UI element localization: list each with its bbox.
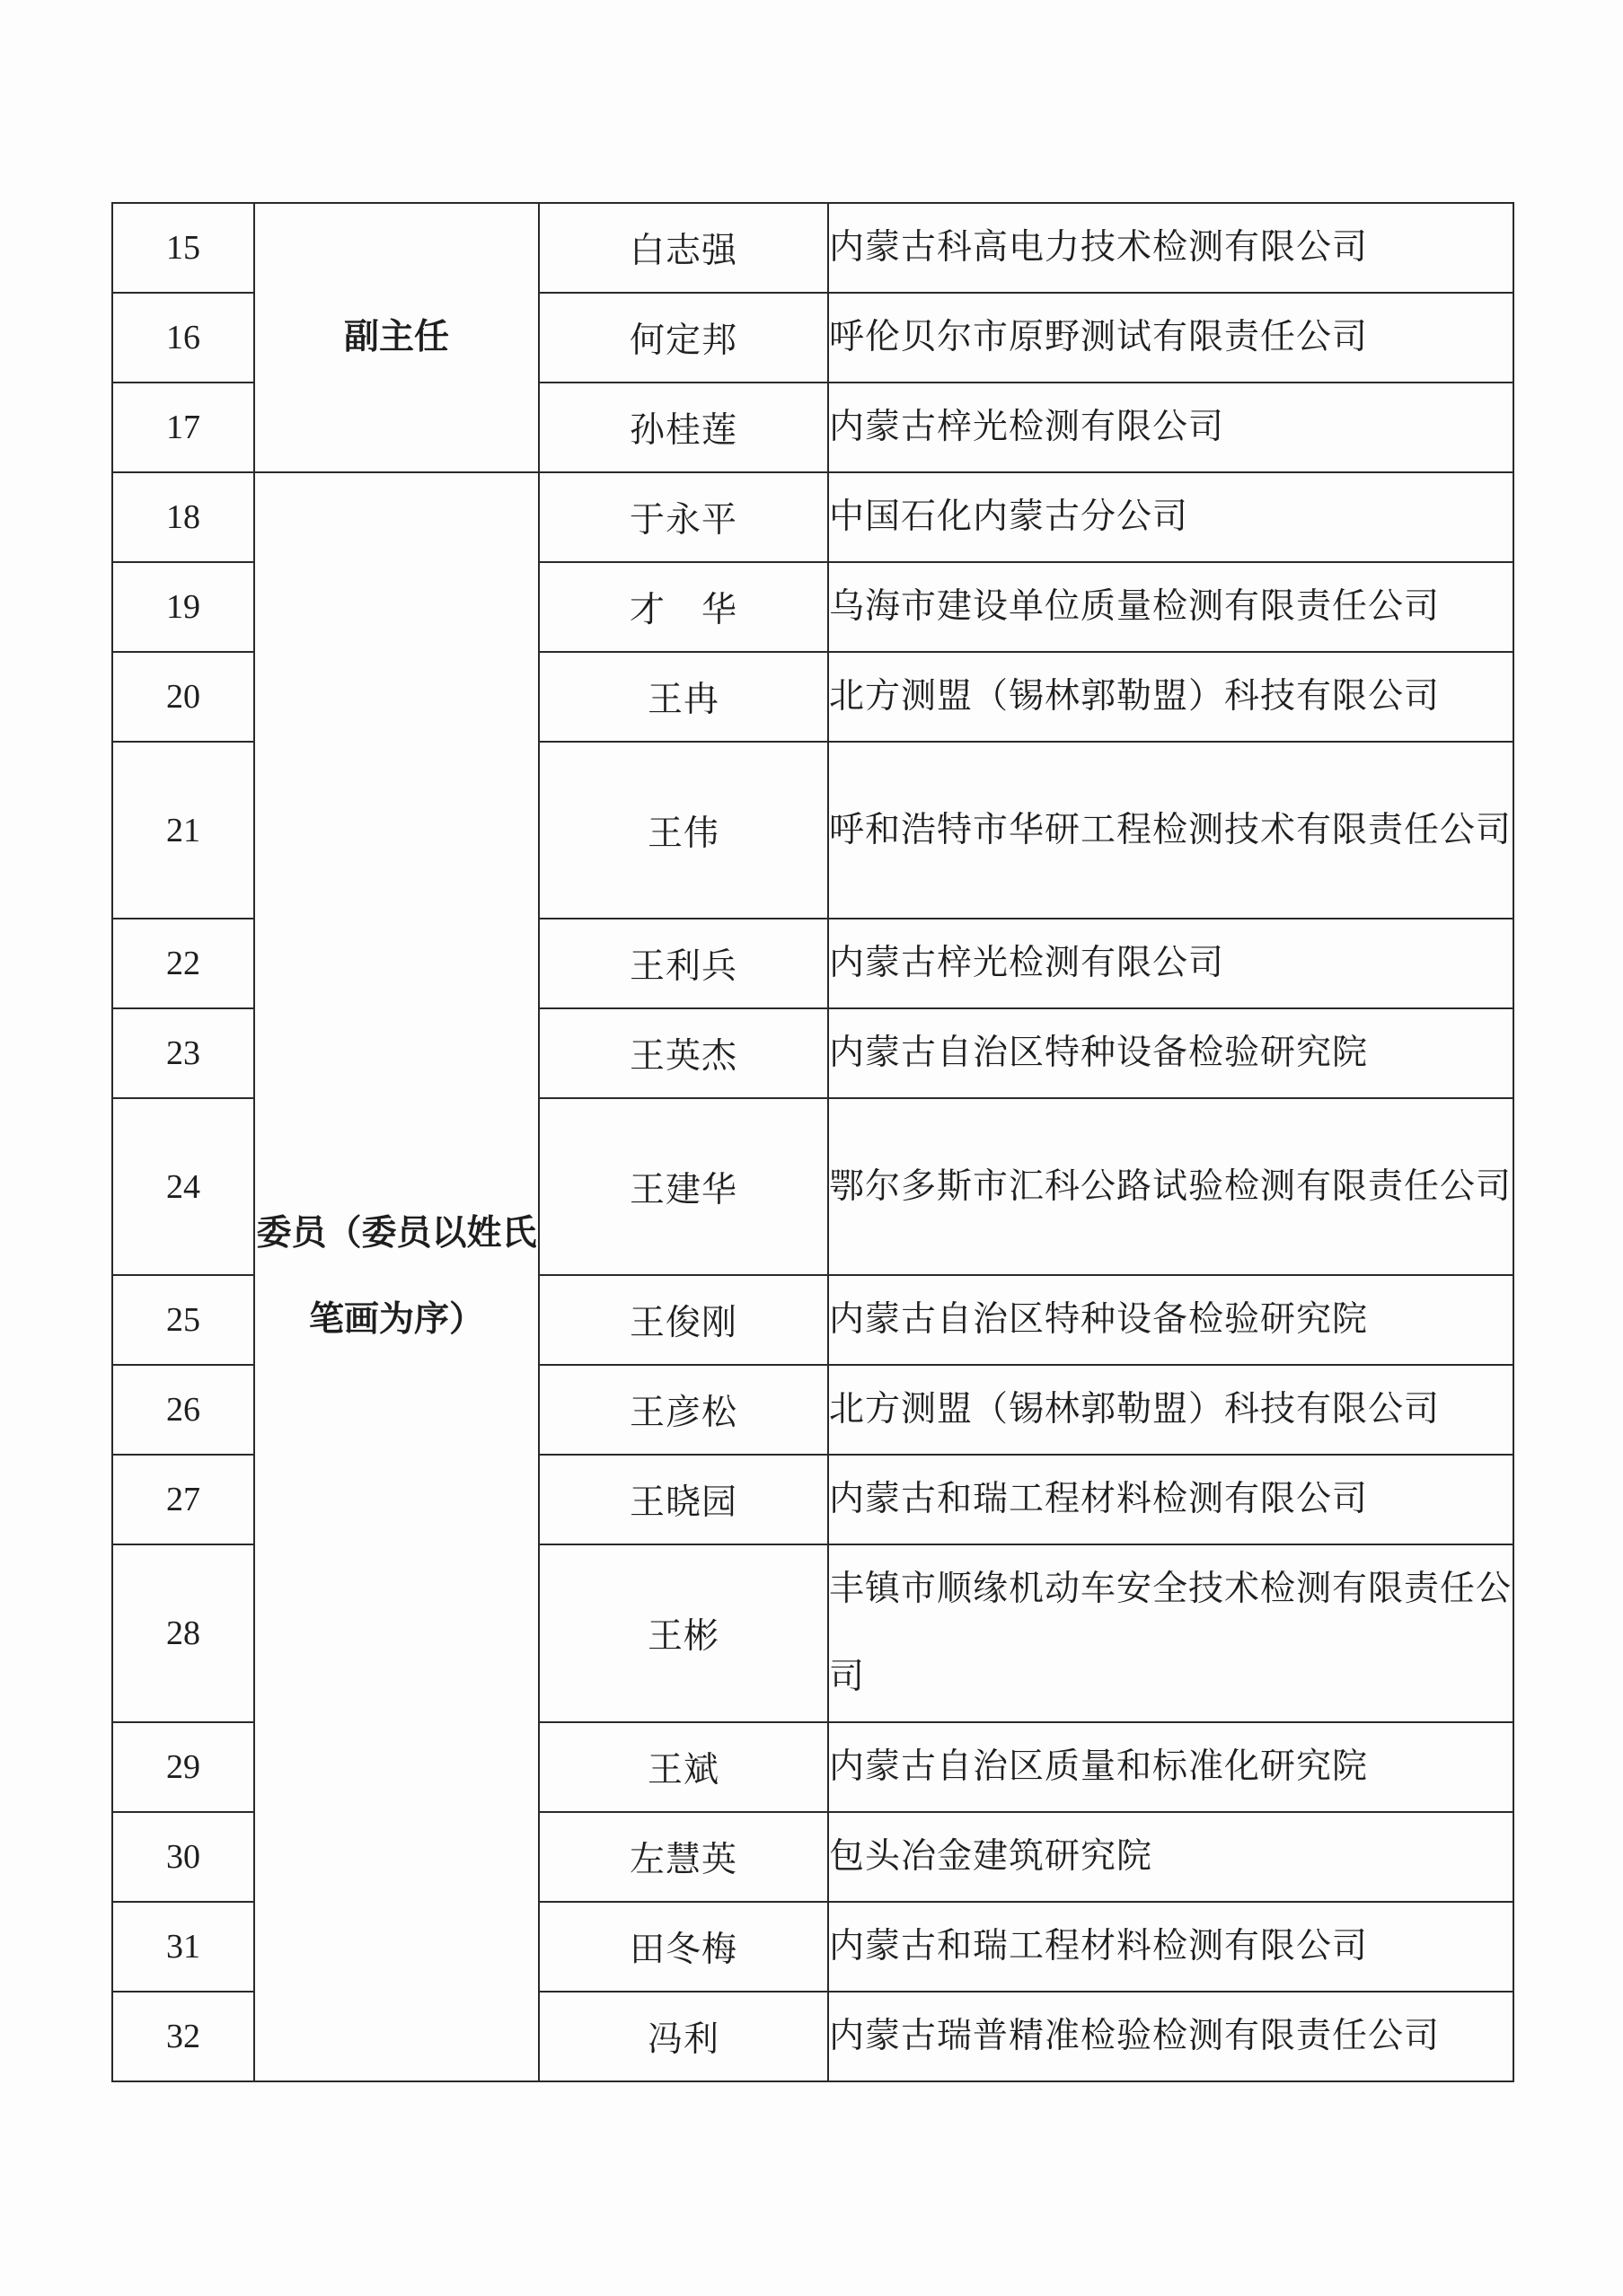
member-name: 才 华 xyxy=(539,562,828,652)
member-unit: 内蒙古梓光检测有限公司 xyxy=(828,919,1513,1008)
role-member: 委员（委员以姓氏笔画为序） xyxy=(254,472,539,2081)
row-number: 21 xyxy=(112,742,254,919)
member-unit: 中国石化内蒙古分公司 xyxy=(828,472,1513,562)
role-vice-director: 副主任 xyxy=(254,203,539,472)
member-name: 王彬 xyxy=(539,1544,828,1722)
table-row xyxy=(112,472,1513,562)
member-name: 白志强 xyxy=(539,203,828,293)
member-unit: 内蒙古和瑞工程材料检测有限公司 xyxy=(828,1455,1513,1544)
row-number: 25 xyxy=(112,1275,254,1365)
member-name: 左慧英 xyxy=(539,1812,828,1902)
member-name: 孙桂莲 xyxy=(539,383,828,472)
member-unit: 内蒙古自治区特种设备检验研究院 xyxy=(828,1008,1513,1098)
member-unit: 内蒙古梓光检测有限公司 xyxy=(828,383,1513,472)
member-name: 王彦松 xyxy=(539,1365,828,1455)
row-number: 27 xyxy=(112,1455,254,1544)
row-number: 16 xyxy=(112,293,254,383)
row-number: 20 xyxy=(112,652,254,742)
member-name: 王英杰 xyxy=(539,1008,828,1098)
member-unit: 鄂尔多斯市汇科公路试验检测有限责任公司 xyxy=(828,1098,1513,1275)
member-unit: 内蒙古瑞普精准检验检测有限责任公司 xyxy=(828,1992,1513,2081)
committee-roster-table xyxy=(111,202,1514,2082)
member-unit: 呼和浩特市华研工程检测技术有限责任公司 xyxy=(828,742,1513,919)
member-unit: 内蒙古自治区特种设备检验研究院 xyxy=(828,1275,1513,1365)
member-name: 田冬梅 xyxy=(539,1902,828,1992)
row-number: 17 xyxy=(112,383,254,472)
member-name: 王俊刚 xyxy=(539,1275,828,1365)
member-unit: 内蒙古自治区质量和标准化研究院 xyxy=(828,1722,1513,1812)
member-unit: 乌海市建设单位质量检测有限责任公司 xyxy=(828,562,1513,652)
member-unit: 丰镇市顺缘机动车安全技术检测有限责任公司 xyxy=(828,1544,1513,1722)
member-name: 王冉 xyxy=(539,652,828,742)
row-number: 18 xyxy=(112,472,254,562)
member-name: 冯利 xyxy=(539,1992,828,2081)
member-unit: 内蒙古和瑞工程材料检测有限公司 xyxy=(828,1902,1513,1992)
member-name: 王利兵 xyxy=(539,919,828,1008)
member-name: 于永平 xyxy=(539,472,828,562)
member-name: 王斌 xyxy=(539,1722,828,1812)
row-number: 24 xyxy=(112,1098,254,1275)
row-number: 22 xyxy=(112,919,254,1008)
row-number: 32 xyxy=(112,1992,254,2081)
member-unit: 北方测盟（锡林郭勒盟）科技有限公司 xyxy=(828,652,1513,742)
table-row xyxy=(112,203,1513,293)
member-name: 王建华 xyxy=(539,1098,828,1275)
row-number: 28 xyxy=(112,1544,254,1722)
member-name: 王晓园 xyxy=(539,1455,828,1544)
member-name: 王伟 xyxy=(539,742,828,919)
member-unit: 内蒙古科高电力技术检测有限公司 xyxy=(828,203,1513,293)
row-number: 15 xyxy=(112,203,254,293)
row-number: 26 xyxy=(112,1365,254,1455)
row-number: 31 xyxy=(112,1902,254,1992)
row-number: 19 xyxy=(112,562,254,652)
member-unit: 北方测盟（锡林郭勒盟）科技有限公司 xyxy=(828,1365,1513,1455)
member-name: 何定邦 xyxy=(539,293,828,383)
row-number: 30 xyxy=(112,1812,254,1902)
member-unit: 呼伦贝尔市原野测试有限责任公司 xyxy=(828,293,1513,383)
row-number: 29 xyxy=(112,1722,254,1812)
member-unit: 包头冶金建筑研究院 xyxy=(828,1812,1513,1902)
row-number: 23 xyxy=(112,1008,254,1098)
